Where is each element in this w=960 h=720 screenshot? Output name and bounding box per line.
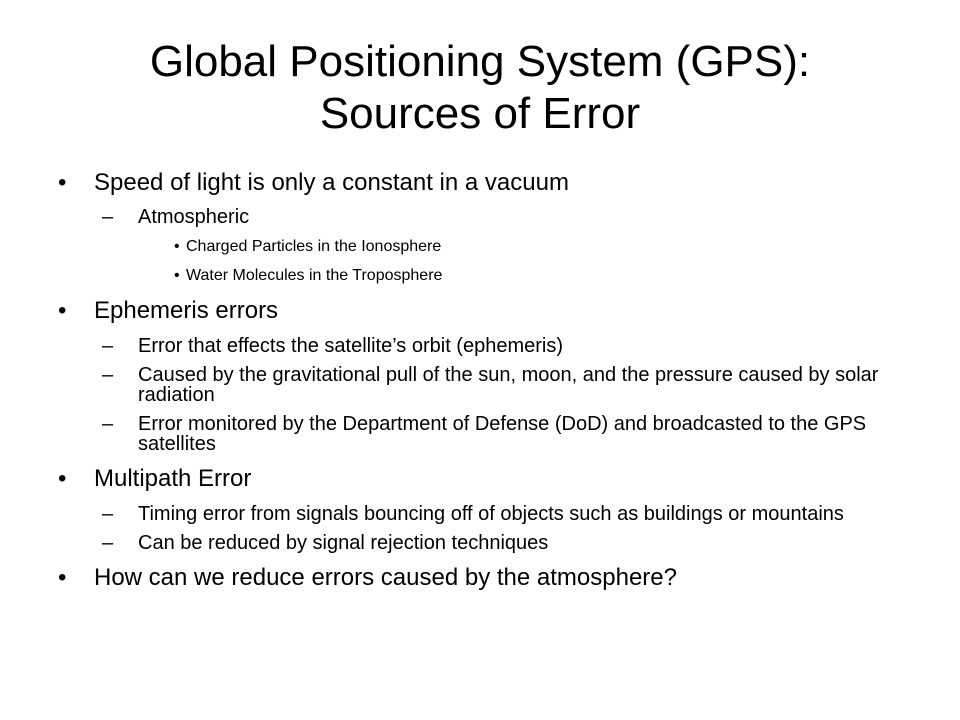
bullet-glyph: • <box>174 267 180 284</box>
dash-glyph: – <box>102 503 114 525</box>
title-line-1: Global Positioning System (GPS): <box>149 37 811 86</box>
bullet-glyph: • <box>58 169 67 196</box>
sub-bullet-text: Caused by the gravitational pull of the sun, moon, and the pressure caused by solar radiation <box>138 364 879 406</box>
bullet-question <box>58 563 918 592</box>
sub-sub-bullet-ionosphere <box>174 237 918 257</box>
bullet-speed-of-light <box>58 168 918 197</box>
sub-bullet-dod-monitoring <box>102 414 918 454</box>
sub-sub-bullet-text: Charged Particles in the Ionosphere <box>186 238 442 255</box>
sub-bullet-text: Can be reduced by signal rejection techniques <box>138 532 549 554</box>
sub-bullet-text: Timing error from signals bouncing off of objects such as buildings or mountains <box>138 503 844 525</box>
sub-bullet-orbit-error <box>102 336 918 356</box>
sub-bullet-timing-error <box>102 504 918 524</box>
bullet-glyph: • <box>174 238 180 255</box>
bullet-text: Ephemeris errors <box>94 297 279 324</box>
slide-body <box>58 168 918 592</box>
sub-bullet-atmospheric <box>102 207 918 227</box>
bullet-text: How can we reduce errors caused by the atmosphere? <box>94 564 677 591</box>
bullet-glyph: • <box>58 297 67 324</box>
sub-bullet-signal-rejection <box>102 533 918 553</box>
sub-bullet-gravitational-pull <box>102 365 918 405</box>
sub-bullet-text: Atmospheric <box>138 206 250 228</box>
sub-sub-bullet-text: Water Molecules in the Troposphere <box>186 267 443 284</box>
dash-glyph: – <box>102 364 114 386</box>
bullet-glyph: • <box>58 564 67 591</box>
bullet-text: Speed of light is only a constant in a vacuum <box>94 169 569 196</box>
bullet-glyph: • <box>58 465 67 492</box>
sub-bullet-text: Error that effects the satellite’s orbit (ephemeris) <box>138 335 563 357</box>
bullet-text: Multipath Error <box>94 465 252 492</box>
title-line-2: Sources of Error <box>319 89 641 138</box>
dash-glyph: – <box>102 206 114 228</box>
dash-glyph: – <box>102 532 114 554</box>
sub-bullet-text: Error monitored by the Department of Defense (DoD) and broadcasted to the GPS satellites <box>138 413 867 455</box>
sub-sub-bullet-troposphere <box>174 266 918 286</box>
dash-glyph: – <box>102 335 114 357</box>
slide-title <box>40 36 920 140</box>
bullet-ephemeris-errors <box>58 296 918 325</box>
bullet-multipath-error <box>58 464 918 493</box>
dash-glyph: – <box>102 413 114 435</box>
